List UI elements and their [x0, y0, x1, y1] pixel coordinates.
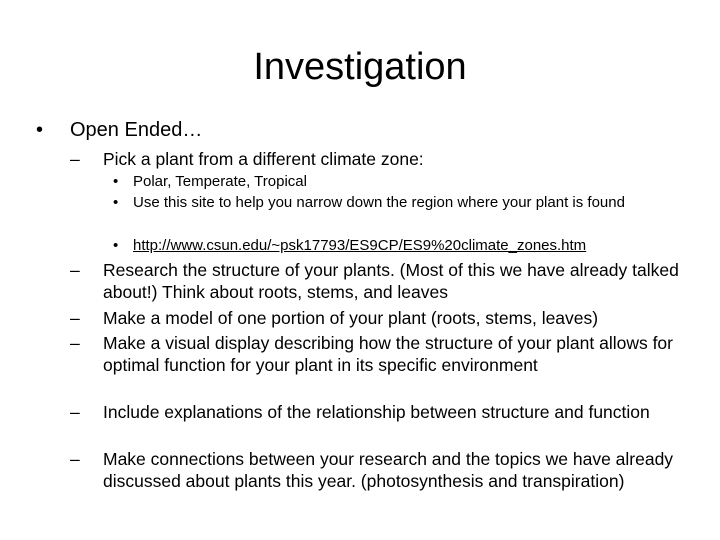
bullet-marker: •: [36, 119, 44, 141]
slide-title: Investigation: [253, 46, 467, 88]
dash-marker: –: [70, 333, 80, 353]
bullet-open-ended-text: Open Ended…: [70, 119, 203, 141]
sub-bullet-pick-plant-text: Pick a plant from a different climate zone:: [103, 149, 424, 169]
zone-bullet-zones: [113, 172, 693, 191]
sub-bullet-explanations-text: Include explanations of the relationship between structure and function: [103, 402, 650, 422]
zone-list-text: Polar, Temperate, Tropical: [133, 173, 307, 190]
sub-bullet-connections: [70, 448, 690, 492]
climate-zones-link[interactable]: http://www.csun.edu/~psk17793/ES9CP/ES9%20climate_zones.htm: [133, 237, 587, 254]
sub-bullet-model: [70, 307, 690, 329]
sub-bullet-connections-text: Make connections between your research and the topics we have already discussed about plants this year. (photosynthesis and transpiration): [103, 449, 674, 491]
bullet-marker: •: [113, 173, 119, 190]
bullet-marker: •: [113, 194, 119, 211]
dash-marker: –: [70, 260, 80, 280]
sub-bullet-model-text: Make a model of one portion of your plant (roots, stems, leaves): [103, 308, 599, 328]
dash-marker: –: [70, 402, 80, 422]
sub-bullet-visual-display: [70, 332, 690, 376]
sub-bullet-explanations: [70, 401, 690, 423]
zone-bullet-link: [113, 236, 693, 255]
bullet-open-ended: [36, 117, 202, 143]
site-hint-text: Use this site to help you narrow down the region where your plant is found: [133, 194, 625, 211]
dash-marker: –: [70, 449, 80, 469]
dash-marker: –: [70, 308, 80, 328]
sub-bullet-visual-display-text: Make a visual display describing how the structure of your plant allows for optimal function for your plant in its specific environment: [103, 333, 673, 375]
zone-bullet-site-hint: [113, 193, 693, 212]
bullet-marker: •: [113, 237, 119, 254]
sub-bullet-research: [70, 259, 690, 303]
sub-bullet-pick-plant: [70, 148, 690, 170]
sub-bullet-research-text: Research the structure of your plants. (Most of this we have already talked about!) Think about roots, stems, and leaves: [103, 260, 679, 302]
dash-marker: –: [70, 149, 80, 169]
